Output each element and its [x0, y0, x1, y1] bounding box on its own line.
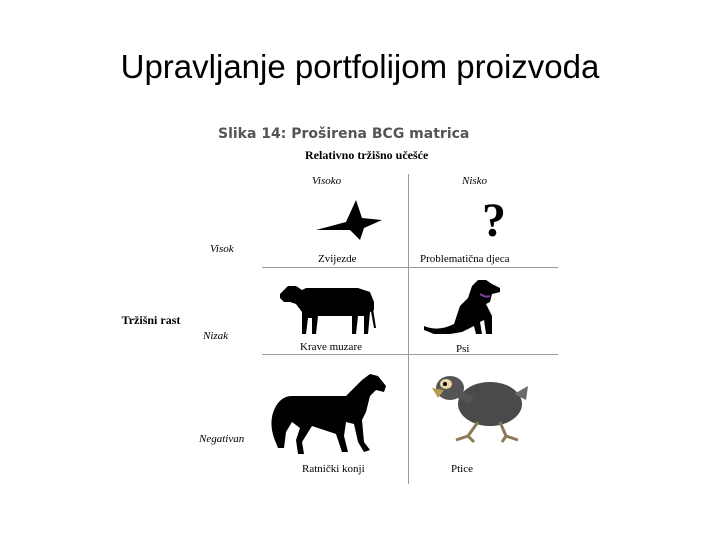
cell-label-dogs: Psi	[456, 343, 470, 355]
grid-vertical-divider	[408, 174, 409, 484]
grid-horizontal-divider-2	[262, 354, 558, 355]
cell-label-birds: Ptice	[451, 463, 473, 475]
row-header-negative: Negativan	[199, 433, 245, 445]
row-header-high: Visok	[210, 243, 234, 255]
dog-icon	[420, 276, 516, 340]
grid-horizontal-divider-1	[262, 267, 558, 268]
slide-title: Upravljanje portfolijom proizvoda	[120, 48, 600, 85]
star-icon	[312, 196, 384, 242]
horse-icon	[266, 372, 392, 456]
x-axis-title: Relativno tržišno učešće	[305, 148, 429, 162]
column-header-high: Visoko	[312, 175, 342, 187]
question-mark-icon	[470, 196, 518, 242]
cell-label-problem-children: Problematična djeca	[420, 253, 510, 265]
figure-caption: Slika 14: Proširena BCG matrica	[218, 126, 470, 142]
column-header-low: Nisko	[462, 175, 488, 187]
cell-label-cash-cows: Krave muzare	[300, 341, 362, 353]
cell-label-war-horses: Ratnički konji	[302, 463, 365, 475]
cow-icon	[278, 278, 378, 336]
cell-label-stars: Zvijezde	[318, 253, 357, 265]
y-axis-title: Tržišni rast	[121, 313, 181, 327]
row-header-low: Nizak	[203, 330, 229, 342]
svg-text:?: ?	[482, 196, 506, 242]
dodo-bird-icon	[428, 370, 532, 444]
